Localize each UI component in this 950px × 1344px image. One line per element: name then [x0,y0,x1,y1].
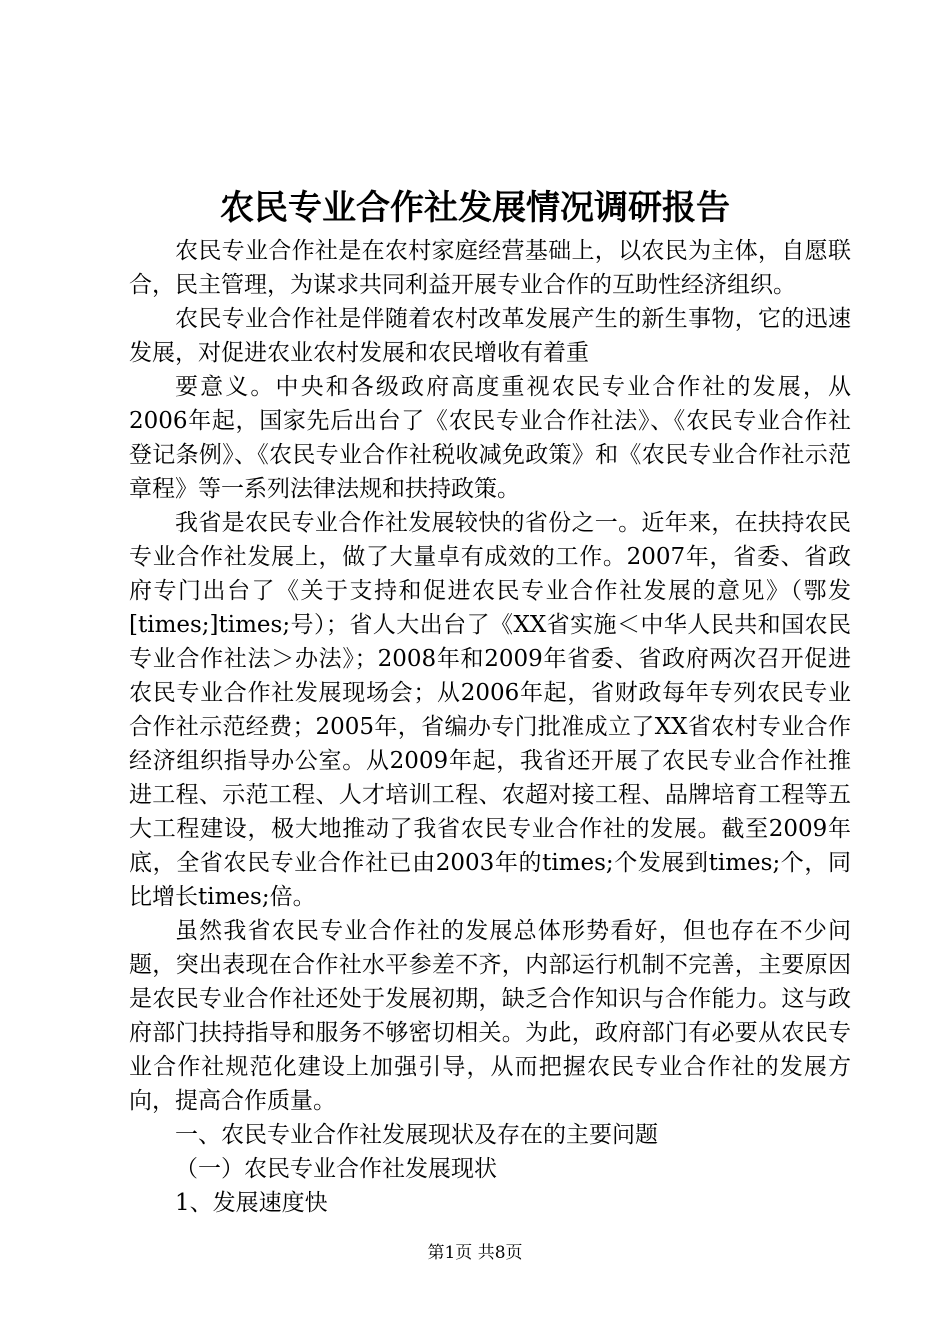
paragraph: 要意义。中央和各级政府高度重视农民专业合作社的发展，从2006年起，国家先后出台了《农民专业合作社法》、《农民专业合作社登记条例》、《农民专业合作社税收减免政策》和《农民专业合作社示范章程》等一系列法律法规和扶持政策。 [129,374,851,502]
item-heading: 1、发展速度快 [175,1190,328,1216]
paragraph: 虽然我省农民专业合作社的发展总体形势看好，但也存在不少问题，突出表现在合作社水平参差不齐，内部运行机制不完善，主要原因是农民专业合作社还处于发展初期，缺乏合作知识与合作能力。这与政府部门扶持指导和服务不够密切相关。为此，政府部门有必要从农民专业合作社规范化建设上加强引导，从而把握农民专业合作社的发展方向，提高合作质量。 [129,918,851,1114]
paragraph: 农民专业合作社是伴随着农村改革发展产生的新生事物，它的迅速发展，对促进农业农村发展和农民增收有着重 [129,306,851,366]
paragraph: 农民专业合作社是在农村家庭经营基础上，以农民为主体，自愿联合，民主管理，为谋求共同利益开展专业合作的互助性经济组织。 [129,238,851,298]
paragraph: 我省是农民专业合作社发展较快的省份之一。近年来，在扶持农民专业合作社发展上，做了大量卓有成效的工作。2007年，省委、省政府专门出台了《关于支持和促进农民专业合作社发展的意见》（鄂发[times;]times;号）；省人大出台了《XX省实施＜中华人民共和国农民专业合作社法＞办法》；2008年和2009年省委、省政府两次召开促进农民专业合作社发展现场会；从2006年起，省财政每年专列农民专业合作社示范经费；2005年，省编办专门批准成立了XX省农村专业合作经济组织指导办公室。从2009年起，我省还开展了农民专业合作社推进工程、示范工程、人才培训工程、农超对接工程、品牌培育工程等五大工程建设，极大地推动了我省农民专业合作社的发展。截至2009年底，全省农民专业合作社已由2003年的times;个发展到times;个，同比增长times;倍。 [129,510,851,910]
document-body [129,234,851,1220]
document-title: 农民专业合作社发展情况调研报告 [220,188,730,228]
subsection-heading: （一）农民专业合作社发展现状 [175,1156,497,1182]
section-heading: 一、农民专业合作社发展现状及存在的主要问题 [175,1122,658,1148]
page-footer: 第1页 共8页 [427,1243,523,1263]
